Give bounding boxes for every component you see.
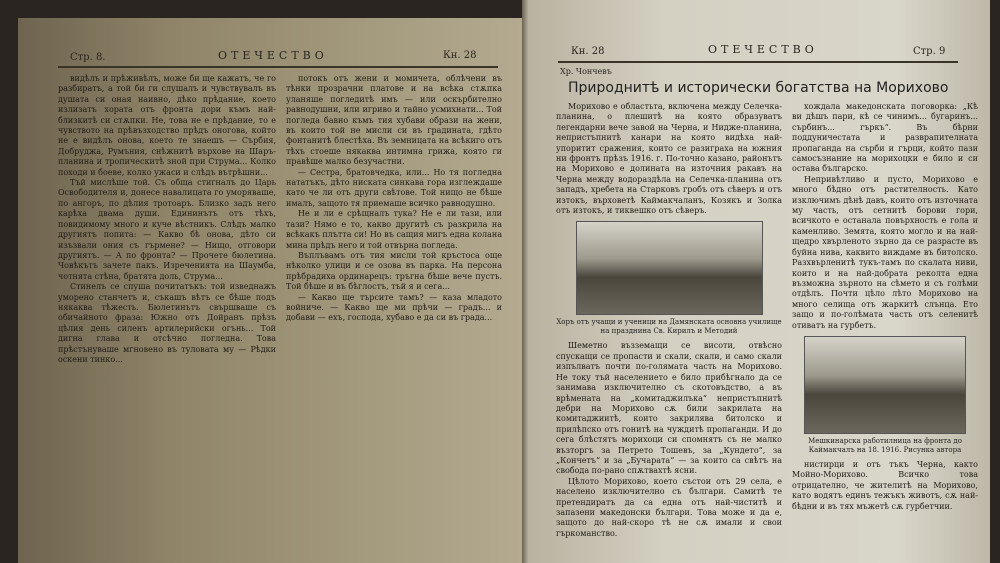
- masthead: ОТЕЧЕСТВО: [218, 49, 328, 62]
- header-rule: [558, 61, 958, 63]
- masthead: ОТЕЧЕСТВО: [708, 43, 818, 56]
- article-title: Природнитѣ и исторически богатства на Морихово: [568, 80, 949, 96]
- left-page: [18, 18, 522, 563]
- paragraph: нистирци и отъ тъкъ Черна, както Мойно-Морихово. Всичко това отрицателно, че жителитѣ на Морихово, като водятъ единъ тежъкъ животъ, сѫ най-бѣдни и въ тях мъжетѣ сѫ гурбетчии.: [792, 459, 978, 511]
- paragraph: Морихово е областьта, включена между Селечка-планина, о плешитѣ на която образуватъ легендарни вече завой на Черна, и Нидже-планина, непристъпнитѣ канари на която видѣха най-упоритит сражения, които се разиграха на южния ни фронтъ прѣзъ 1916. г. По-точно казано, районътъ на Морихово е долината на източния ракавъ на Черна между водораздѣла на Селечка-планина отъ западъ, хребета на Старковъ гробъ отъ сѣверъ и отъ изтокъ, върховетѣ Каймакчаланъ, Козякъ и Золка отъ изтокъ, и тиквешко отъ сѣверъ.: [556, 102, 782, 216]
- paragraph: Не и ли е срѣщналъ тука? Не е ли тази, или тази? Нямо е то, какво другитѣ съ разкрила на всѣкакъ плътта си! Но въ сащия мигъ една колана мина прѣдъ него и той отвърна погледа.: [286, 209, 502, 250]
- text-column-1: [556, 102, 782, 539]
- photo-caption: Мешкинарска работилница на фронта до Каймакчалъ на 18. 1916. Рисунка автора: [808, 436, 962, 454]
- header-rule: [58, 66, 498, 68]
- page-number: Стр. 8.: [70, 52, 106, 63]
- paragraph: Шеметно възземащи се висоти, отвѣсно спускащи се пропасти и скали, скали, и само скали изпълватъ почти по-голямата часть на Морихово. Не току тъй населението е било прибѣгнало да се занимава изключително съ скотовъдство, а въ врѣмената на „комитаджилъка“ непристъпнитѣ дебри на Морихово сѫ били закрилата на комитаджиитѣ, които закрилява битолско и прилѣпско отъ гонитѣ на чуждитѣ пропаганди. И до сега блѣстятъ морихоци си спомнятъ съ не малко възторгъ за Петрето Тошевъ, за „Кундето“, за „Кончетъ“ и за „Бучарата“ — за които са свѣтъ на свобода по-рано спѫтвахтѣ ясни.: [556, 341, 782, 476]
- page-number: Стр. 9: [913, 46, 946, 57]
- issue-number: Кн. 28: [571, 46, 605, 57]
- paragraph: Цѣлото Морихово, което състои отъ 29 села, е населено изключително съ българи. Самитѣ те претендиратъ да са една отъ най-чиститѣ и запазени македонски българи. Това може и да е, защото до най-скоро тѣ не сѫ имали и свои гъркоманство.: [556, 476, 782, 538]
- workshop-photo: [804, 336, 966, 434]
- paragraph: видѣлъ и прѣживѣлъ, може би ще кажатъ, че го разбиратъ, а той би ги слушалъ и чувствувалъ въ душата си оная наивно, дѣко прѣдание, което излизатъ хората отъ фронта дори къмъ най-близкитѣ си стѫпки. Не, това не е прѣдание, то е чувството на прѣвъзходство прѣдъ оногова, който не е видѣлъ онова, което те знаешъ — Сърбия, Добруджа, Румъния, снѣжнитѣ върхове на Шаръ-планина и тропическитѣ зной при Струма... Колко походи и боеве, колко ужаси и слѣдъ вътрѣшни...: [58, 74, 276, 177]
- paragraph: Непривѣтливо и пусто, Морихово е много бѣдно отъ растителность. Като изключимъ дѣнѣ давъ, които отъ източнатa му часть, отъ сетнитѣ борови гори, всичкото е останала повърхность е гола и каменливо. Земята, която могло и на най-щедро хвърленото зърно да се разрасте въ буйна нива, каквито виждаме въ битолско. Разхвърленитѣ тукъ-тамъ по скалата ниви, които и на най-добрата реколта една възможна зърното на сѣмето и съ голѣми отдѣлъ. Почти цѣло лѣто Морихово на много селища отъ жаркитѣ слънца. Ето защо и по-голѣмата часть отъ селенитѣ отиватъ на гурбетъ.: [792, 174, 978, 330]
- choir-photo: [576, 221, 763, 315]
- author: Хр. Чончевъ: [560, 67, 612, 76]
- text-column-2: [286, 74, 502, 324]
- paragraph: — Какво ще търсите тамъ? — каза младото войниче. — Какво ще ми прѣчи — градъ... и добави — ехъ, господа, хубаво е да си въ града...: [286, 292, 502, 323]
- paragraph: потокъ отъ жени и момичета, облѣчени въ тѣнки прозрачни платове и на всѣка стѫпка уланяше погледитѣ имъ — или оскърбително равнодушни, или игриво и тайно усмихнати... Той погледа бавно къмъ тия хубави образи на жени, въ които той не мисли си въ градината, гдѣто фонтанитѣ блестѣха. Въ земницата на всѣкиго отъ тѣхъ стоеше някаква интимна грижа, която ги правѣше малко безучастни.: [286, 74, 502, 167]
- text-column-1: [58, 74, 276, 365]
- photo-caption: Хоръ отъ учащи и ученици на Дамянската основна училище на празднина Св. Кирилъ и Методий: [556, 318, 782, 336]
- text-column-2: [792, 102, 978, 512]
- paragraph: Въплъвамъ отъ тия мисли той кръстоса още нѣколко улици и се озова въ парка. На персона прѣбрадиха ординарецъ: тръгна бѣше вече пустъ. Той бѣше и въ бѣглостъ, тъй я и сега...: [286, 250, 502, 292]
- paragraph: хождала македонската поговорка: „Кѣ ви дѣшъ пари, кѣ се чинимъ... бугаринъ... сърбинъ... гъркъ“. Въ бѣрни поддуничестата и разврапителната пропаганда на сърби и гърци, който пази самосъзнание на морихоцки е било и си остава българско.: [792, 102, 978, 174]
- paragraph: Стинелъ се спуша почитатъкъ: той изведнажъ уморено станчетъ и, съкашъ вѣтъ се бѣше подъ някаква тѣжесть. Бюлетинътъ свършваше съ обичайното фраза: Южно отъ Дойранъ прѣзъ цѣлия день силенъ артилерийски огънь... Той дигна глава и отсѣчно погледна. Това прѣстънуваше мгновено въ туловата му — Рѣдки оскени тинко...: [58, 282, 276, 364]
- right-page: [528, 0, 990, 563]
- paragraph: — Сестра, братовчедка, или... Но тя погледна нататъкъ, дѣто ниската синкава гора изглеждаше като че ли отъ други свѣтове. Той нищо не бѣше ималъ, защото тя приемаше всичко равнодушно.: [286, 167, 502, 208]
- issue-number: Кн. 28: [443, 50, 477, 61]
- paragraph: Тъй мислѣше той. Съ обща стигналъ до Царь Освободителя и, донесе навалицата го уморяваше, по ангоръ, по дѣлия тротоаръ. Близко задъ него карѣха двама души. Едининътъ отъ тѣхъ, повидимому много и куче вѣстникъ. Слѣдъ малко другиятъ попита: — Какво бѣ онова, дѣто си изъзвали ония съ гърмене? — Нищо, отговори другиятъ. — А по фронта? — Прочете бюлетина. Човѣкътъ зачете пакъ. Изреченията на Шаумба, чотнята стѣна, братята доль, Струма...: [58, 178, 276, 281]
